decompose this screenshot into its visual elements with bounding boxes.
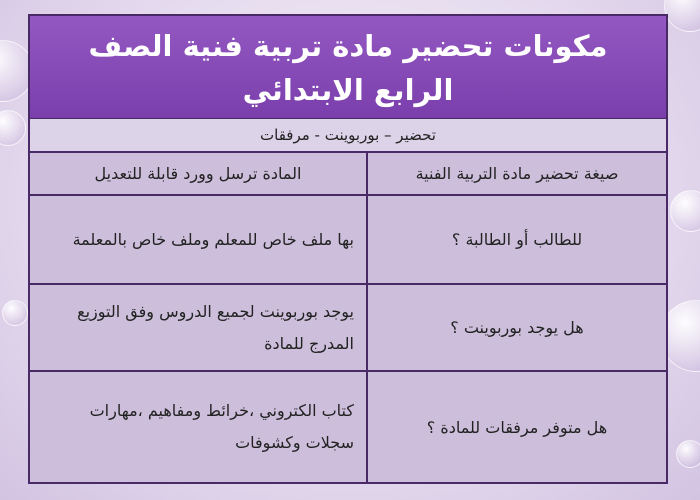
decorative-bubble — [0, 110, 26, 146]
question-text: هل يوجد بوربوينت ؟ — [450, 318, 584, 337]
header-left-label: المادة ترسل وورد قابلة للتعديل — [94, 164, 302, 183]
decorative-bubble — [676, 440, 700, 468]
table-row-1-question — [368, 196, 666, 283]
answer-text: يوجد بوربوينت لجميع الدروس وفق التوزيع المدرج للمادة — [77, 301, 354, 353]
slide-title: مكونات تحضير مادة تربية فنية الصف الرابع الابتدائي — [30, 16, 666, 118]
header-right-cell — [368, 153, 666, 194]
table-row-2-answer — [30, 285, 366, 370]
header-left-cell — [30, 153, 366, 194]
decorative-bubble — [664, 0, 700, 32]
header-right-label: صيغة تحضير مادة التربية الفنية — [415, 164, 619, 183]
decorative-bubble — [670, 190, 700, 232]
question-text: هل متوفر مرفقات للمادة ؟ — [426, 417, 608, 437]
table-row-2-question — [368, 285, 666, 370]
slide-subtitle: تحضير – بوربوينت - مرفقات — [30, 119, 666, 151]
table-row-3-answer — [30, 372, 366, 482]
decorative-bubble — [2, 300, 28, 326]
answer-text: كتاب الكتروني ،خرائط ومفاهيم ،مهارات سجلات وكشوفات — [89, 401, 354, 452]
table-row-3-question — [368, 372, 666, 482]
table-row-1-answer — [30, 196, 366, 283]
question-text: للطالب أو الطالبة ؟ — [451, 230, 583, 249]
answer-text: بها ملف خاص للمعلم وملف خاص بالمعلمة — [72, 229, 354, 249]
content-table — [28, 14, 668, 484]
